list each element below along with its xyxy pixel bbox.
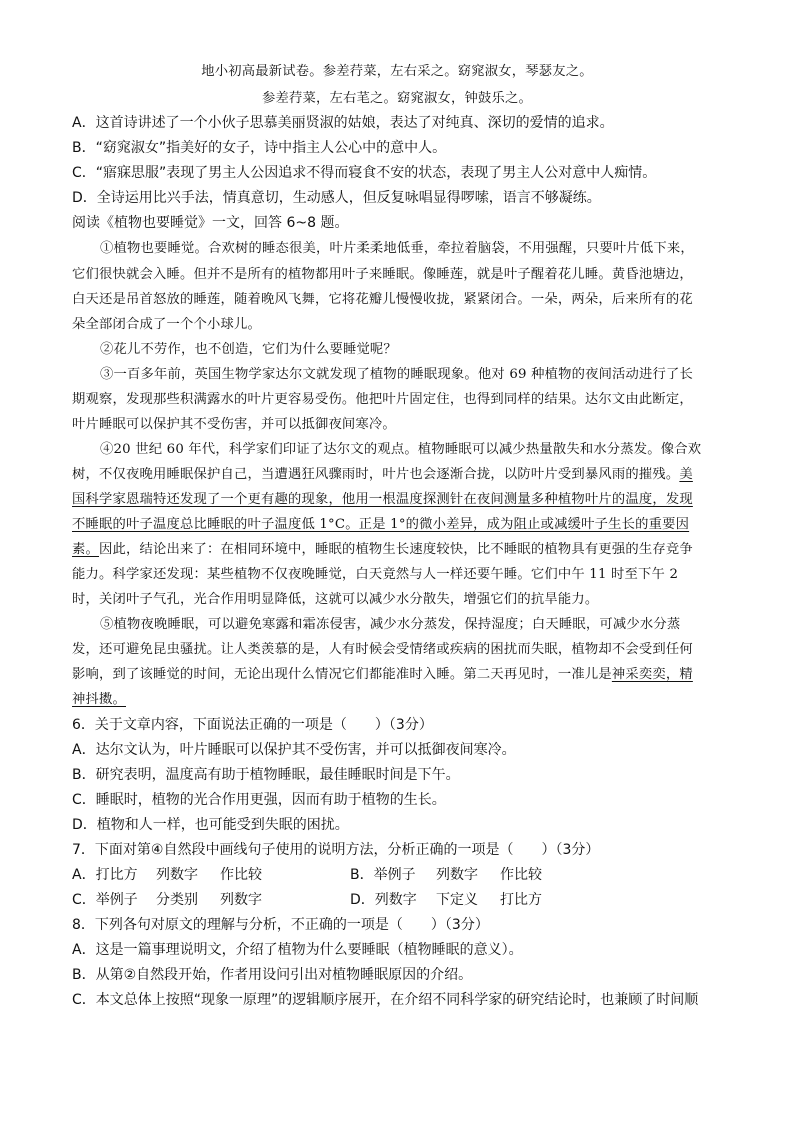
- p4-underlined-end: 素。: [72, 542, 99, 557]
- q7-d-2: 下定义: [436, 892, 478, 908]
- q7-b-2: 列数字: [436, 867, 478, 883]
- q7-c-1: C．举例子: [72, 892, 138, 908]
- q7-option-a: [72, 865, 262, 885]
- poem-line-2: 参差荇菜，左右芼之。窈窕淑女，钟鼓乐之。: [262, 91, 532, 106]
- q7-c-2: 分类别: [156, 892, 198, 908]
- p1-line-2: 它们很快就会入睡。但并不是所有的植物都用叶子来睡眠。像睡莲，就是叶子醒着花儿睡。黄昏池塘边，: [72, 267, 693, 282]
- q7-stem: 7．下面对第④自然段中画线句子使用的说明方法，分析正确的一项是（ ）（3分）: [72, 842, 600, 858]
- p4-line-7: 时，关闭叶子气孔，光合作用明显降低，这就可以减少水分散失，增强它们的抗旱能力。: [72, 592, 599, 607]
- q7-b-3: 作比较: [500, 867, 542, 883]
- p4-underlined-line-4: 不睡眠的叶子温度总比睡眠的叶子温度低 1°C。正是 1°的微小差异，成为阻止或减缓叶子生长的重要因: [72, 517, 690, 532]
- q7-a-1: A．打比方: [72, 867, 138, 883]
- p5-line-3-text: 影响，到了该睡觉的时间，无论出现什么情况它们都能准时入睡。第二天再见时，一准儿是: [72, 667, 612, 682]
- q7-option-b: [350, 865, 542, 885]
- q7-d-1: D．列数字: [350, 892, 417, 908]
- p4-line-5-text: 因此，结论出来了：在相同环境中，睡眠的植物生长速度较快，比不睡眠的植物具有更强的生存竞争: [99, 542, 693, 557]
- p3-line-2: 期观察，发现那些积满露水的叶片更容易受伤。他把叶片固定住，也得到同样的结果。达尔文由此断定，: [72, 392, 693, 407]
- q8-option-c: C．本文总体上按照“现象一原理”的逻辑顺序展开，在介绍不同科学家的研究结论时，也兼顾了时间顺: [72, 992, 699, 1008]
- p5-line-1: ⑤植物夜晚睡眠，可以避免寒露和霜冻侵害，减少水分蒸发，保持湿度；白天睡眠，可减少水分蒸: [100, 617, 681, 632]
- option-b-prev: B．“窈窕淑女”指美好的女子，诗中指主人公心中的意中人。: [72, 140, 447, 156]
- q6-option-a: A．达尔文认为，叶片睡眠可以保护其不受伤害，并可以抵御夜间寒冷。: [72, 742, 516, 758]
- q8-option-a: A．这是一篇事理说明文，介绍了植物为什么要睡眠（植物睡眠的意义）。: [72, 942, 523, 958]
- q7-option-d: [350, 890, 542, 910]
- q6-option-c: C．睡眠时，植物的光合作用更强，因而有助于植物的生长。: [72, 792, 446, 808]
- p4-line-2: [72, 465, 693, 485]
- p5-line-2: 发，还可避免昆虫骚扰。让人类羡慕的是，人有时候会受情绪或疾病的困扰而失眠，植物却不会受到任何: [72, 642, 693, 657]
- p1-line-4: 朵全部闭合成了一个个小球儿。: [72, 317, 261, 332]
- p4-line-2-text: 树，不仅夜晚用睡眠保护自己，当遭遇狂风骤雨时，叶片也会逐渐合拢，以防叶片受到暴风雨的摧残。: [72, 467, 680, 482]
- p2-line-1: ②花儿不劳作，也不创造，它们为什么要睡觉呢？: [100, 342, 397, 357]
- p5-underlined-line-4: 神抖擞。: [72, 692, 126, 707]
- p3-line-1: ③一百多年前，英国生物学家达尔文就发现了植物的睡眠现象。他对 69 种植物的夜间活动进行了长: [100, 367, 694, 382]
- q8-option-b: B．从第②自然段开始，作者用设问引出对植物睡眠原因的介绍。: [72, 967, 473, 983]
- p4-line-5: [72, 540, 693, 560]
- q6-option-d: D．植物和人一样，也可能受到失眠的困扰。: [72, 817, 349, 833]
- p3-line-3: 叶片睡眠可以保护其不受伤害，并可以抵御夜间寒冷。: [72, 417, 396, 432]
- p4-line-6: 能力。科学家还发现：某些植物不仅夜晚睡觉，白天竟然与人一样还要午睡。它们中午 11 时至下午 2: [72, 567, 679, 582]
- q7-a-3: 作比较: [220, 867, 262, 883]
- q8-stem: 8．下列各句对原文的理解与分析，不正确的一项是（ ）（3分）: [72, 917, 489, 933]
- q7-option-c: [72, 890, 262, 910]
- p4-line-1: ④20 世纪 60 年代，科学家们印证了达尔文的观点。植物睡眠可以减少热量散失和水分蒸发。像合欢: [100, 442, 702, 457]
- q6-option-b: B．研究表明，温度高有助于植物睡眠，最佳睡眠时间是下午。: [72, 767, 460, 783]
- option-d-prev: D．全诗运用比兴手法，情真意切，生动感人，但反复咏唱显得啰嗦，语言不够凝练。: [72, 190, 601, 206]
- p4-underlined-line-3: 国科学家恩瑞特还发现了一个更有趣的现象，他用一根温度探测针在夜间测量多种植物叶片的温度，发现: [72, 492, 693, 507]
- p5-underlined-phrase: 神采奕奕，精: [611, 667, 693, 682]
- option-a-prev: A．这首诗讲述了一个小伙子思慕美丽贤淑的姑娘，表达了对纯真、深切的爱情的追求。: [72, 115, 614, 131]
- q6-stem: 6．关于文章内容，下面说法正确的一项是（ ）（3分）: [72, 717, 433, 733]
- q7-c-3: 列数字: [220, 892, 262, 908]
- q7-b-1: B．举例子: [350, 867, 416, 883]
- p5-line-3: [72, 665, 693, 685]
- p4-underlined-start: 美: [679, 467, 693, 482]
- q7-d-3: 打比方: [500, 892, 542, 908]
- p1-line-1: ①植物也要睡觉。合欢树的睡态很美，叶片柔柔地低垂，牵拉着脑袋，不用强醒，只要叶片低下来，: [100, 241, 694, 256]
- reading-intro: 阅读《植物也要睡觉》一文，回答 6~8 题。: [72, 215, 349, 231]
- option-c-prev: C．“寤寐思服”表现了男主人公因追求不得而寝食不安的状态，表现了男主人公对意中人痴情。: [72, 165, 657, 181]
- p1-line-3: 白天还是吊首怒放的睡莲，随着晚风飞舞，它将花瓣儿慢慢收拢，紧紧闭合。一朵，两朵，后来所有的花: [72, 292, 693, 307]
- poem-line-1: 地小初高最新试卷。参差荇菜，左右采之。窈窕淑女，琴瑟友之。: [201, 64, 593, 79]
- q7-a-2: 列数字: [156, 867, 198, 883]
